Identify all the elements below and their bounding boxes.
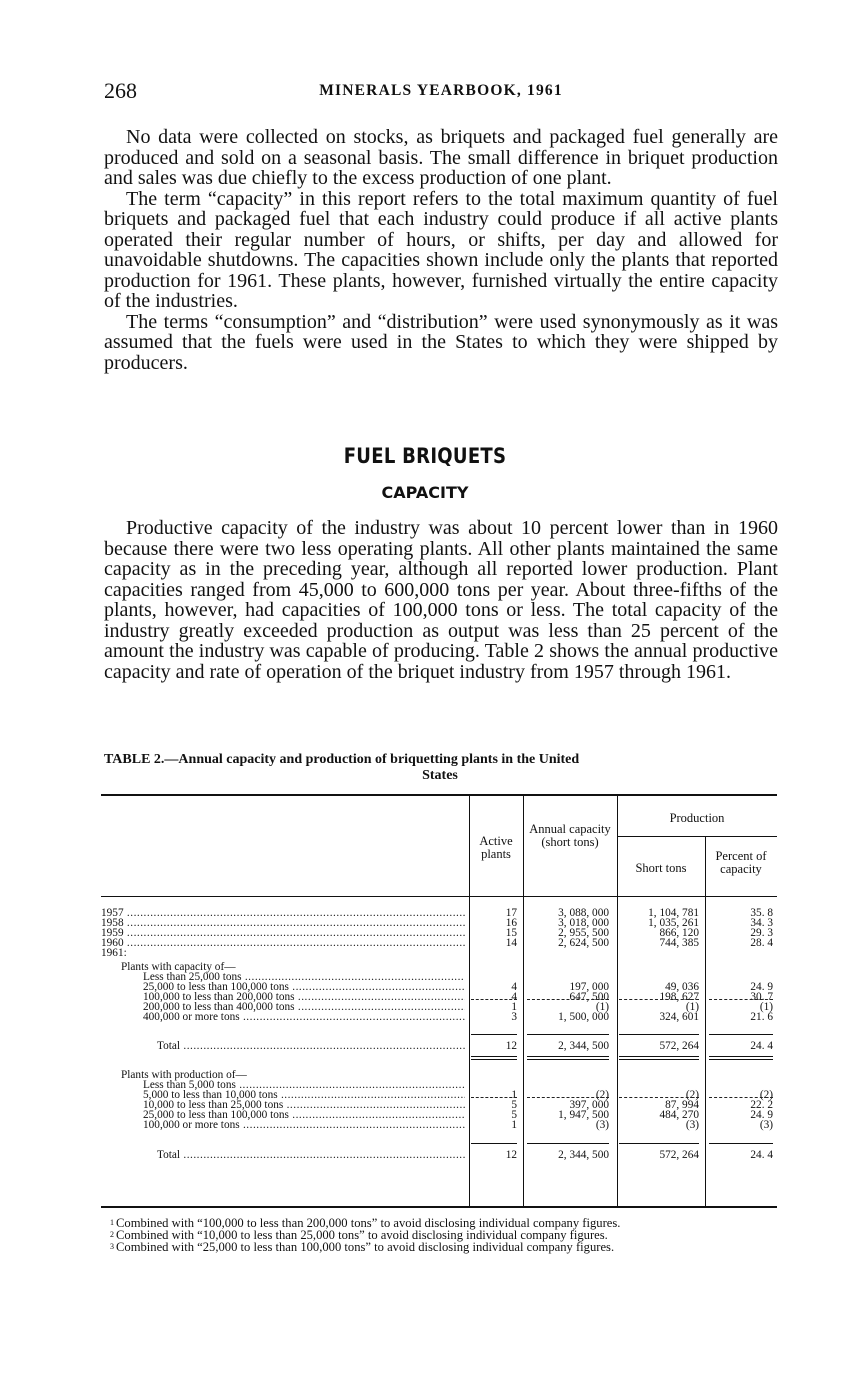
- page-header: [104, 78, 778, 108]
- table-row: [101, 1120, 777, 1131]
- table-row: [101, 1041, 777, 1052]
- header-rule: [101, 896, 777, 897]
- row-label: 25,000 to less than 100,000 tons .....: [143, 982, 465, 993]
- total-rule: [471, 1143, 517, 1144]
- row-label: Plants with capacity of—: [121, 962, 236, 973]
- cell-short-tons: 744, 385: [659, 937, 699, 949]
- table-row: [101, 1150, 777, 1161]
- row-label: 1959 .....: [101, 928, 465, 939]
- production-rule: [617, 836, 777, 837]
- cell-active-plants: 1: [511, 1119, 517, 1131]
- total-rule: [709, 1143, 773, 1144]
- cell-short-tons: 1, 035, 261: [648, 917, 699, 929]
- footnote: $^2$ Combined with “10,000 to less than 25,000 tons” to avoid disclosing individual company figures.: [110, 1228, 608, 1242]
- cell-annual-capacity: 197, 000: [569, 981, 609, 993]
- cell-percent-capacity: 35. 8: [750, 907, 773, 919]
- footnote-text: Combined with “100,000 to less than 200,000 tons” to avoid disclosing individual company figures.: [116, 1216, 621, 1230]
- cell-short-tons: 324, 601: [659, 1011, 699, 1023]
- cell-active-plants: 1: [511, 1089, 517, 1101]
- row-label: 1958 .....: [101, 918, 465, 929]
- footnote: $^3$ Combined with “25,000 to less than 100,000 tons” to avoid disclosing individual company figures.: [110, 1240, 615, 1254]
- cell-short-tons: 484, 270: [659, 1109, 699, 1121]
- cell-active-plants: 4: [511, 981, 517, 993]
- row-label: 1961:: [101, 948, 127, 959]
- cell-annual-capacity: 3, 088, 000: [558, 907, 609, 919]
- total-rule: [471, 1034, 517, 1035]
- subsection-heading: CAPACITY: [381, 483, 469, 502]
- cell-annual-capacity: (2): [595, 1089, 609, 1101]
- total-rule: [619, 1143, 699, 1144]
- intro-text: [104, 127, 778, 373]
- paragraph: The term “capacity” in this report refers to the total maximum quantity of fuel briquets and packaged fuel that each industry could produce if all active plants operated their regular number of hours, or shifts, per day and allowed for unavoidable shutdowns. The capacities shown include only the plants that reported production for 1961. These plants, however, furnished virtually the entire capacity of the industries.: [104, 187, 778, 312]
- cell-percent-capacity: 21. 6: [750, 1011, 773, 1023]
- dashed-separator: [527, 1097, 609, 1098]
- cell-annual-capacity: 2, 344, 500: [558, 1149, 609, 1161]
- row-label: 1957 .....: [101, 908, 465, 919]
- table-top-rule: [101, 794, 777, 796]
- cell-annual-capacity: (1): [595, 1001, 609, 1013]
- cell-annual-capacity: 2, 955, 500: [558, 927, 609, 939]
- col-annual-capacity: Annual capacity (short tons): [529, 822, 611, 849]
- cell-percent-capacity: (1): [759, 1001, 773, 1013]
- cell-annual-capacity: 397, 000: [569, 1099, 609, 1111]
- cell-annual-capacity: 2, 624, 500: [558, 937, 609, 949]
- cell-short-tons: (3): [685, 1119, 699, 1131]
- table-caption-line: TABLE 2.—Annual capacity and production of briquetting plants in the United: [104, 752, 580, 767]
- paragraph: The terms “consumption” and “distribution” were used synonymously as it was assumed that the fuels were used in the States to which they were shipped by producers.: [104, 310, 778, 374]
- cell-active-plants: 3: [511, 1011, 517, 1023]
- table-row: [101, 1012, 777, 1023]
- cell-annual-capacity: (3): [595, 1119, 609, 1131]
- dashed-separator: [527, 999, 609, 1000]
- dashed-separator: [709, 1097, 773, 1098]
- table-row: [101, 948, 777, 959]
- row-label: Less than 25,000 tons .....: [143, 972, 465, 983]
- total-rule: [527, 1034, 609, 1035]
- row-label: 5,000 to less than 10,000 tons .....: [143, 1090, 465, 1101]
- cell-active-plants: 14: [505, 937, 517, 949]
- table-caption-line: States: [422, 768, 458, 783]
- total-rule: [709, 1056, 773, 1060]
- cell-annual-capacity: 1, 947, 500: [558, 1109, 609, 1121]
- capacity-text: [104, 518, 778, 682]
- cell-short-tons: 87, 994: [665, 1099, 699, 1111]
- total-rule: [527, 1143, 609, 1144]
- cell-short-tons: 1, 104, 781: [648, 907, 699, 919]
- cell-percent-capacity: 28. 4: [750, 937, 773, 949]
- total-rule: [527, 1056, 609, 1060]
- cell-annual-capacity: 1, 500, 000: [558, 1011, 609, 1023]
- col-active-plants: Active plants: [479, 834, 513, 861]
- cell-active-plants: 1: [511, 1001, 517, 1013]
- row-label: 100,000 to less than 200,000 tons .....: [143, 992, 465, 1003]
- cell-annual-capacity: 2, 344, 500: [558, 1040, 609, 1052]
- cell-active-plants: 5: [511, 1109, 517, 1121]
- cell-annual-capacity: 3, 018, 000: [558, 917, 609, 929]
- cell-percent-capacity: (2): [759, 1089, 773, 1101]
- paragraph: No data were collected on stocks, as briquets and packaged fuel generally are produced and sold on a seasonal basis. The small difference in briquet production and sales was due chiefly to the excess production of one plant.: [104, 126, 778, 189]
- cell-active-plants: 17: [505, 907, 517, 919]
- page-number: 268: [104, 78, 137, 103]
- row-label: Plants with production of—: [121, 1070, 247, 1081]
- table-bottom-rule: [101, 1206, 777, 1208]
- cell-annual-capacity: 647, 500: [569, 991, 609, 1003]
- cell-percent-capacity: 34. 3: [750, 917, 773, 929]
- table-caption: [104, 752, 776, 784]
- total-rule: [619, 1056, 699, 1060]
- row-label: Total .....: [157, 1150, 465, 1161]
- total-rule: [619, 1034, 699, 1035]
- cell-short-tons: 49, 036: [665, 981, 699, 993]
- cell-active-plants: 15: [505, 927, 517, 939]
- row-label: 25,000 to less than 100,000 tons .....: [143, 1110, 465, 1121]
- row-label: 100,000 or more tons .....: [143, 1120, 465, 1131]
- section-heading: FUEL BRIQUETS: [343, 444, 507, 468]
- dashed-separator: [709, 999, 773, 1000]
- cell-percent-capacity: 29. 3: [750, 927, 773, 939]
- row-label: 1960 .....: [101, 938, 465, 949]
- cell-active-plants: 12: [505, 1040, 517, 1052]
- cell-short-tons: 198, 627: [659, 991, 699, 1003]
- footnote-text: Combined with “25,000 to less than 100,000 tons” to avoid disclosing individual company figures.: [116, 1240, 615, 1254]
- col-short-tons: Short tons: [635, 861, 687, 875]
- row-label: 200,000 to less than 400,000 tons .....: [143, 1002, 465, 1013]
- cell-short-tons: 572, 264: [659, 1149, 699, 1161]
- cell-short-tons: 572, 264: [659, 1040, 699, 1052]
- total-rule: [709, 1034, 773, 1035]
- paragraph: Productive capacity of the industry was about 10 percent lower than in 1960 because there were two less operating plants. All other plants maintained the same capacity as in the preceding year, although all reported lower production. Plant capacities ranged from 45,000 to 600,000 tons per year. About three-fifths of the plants, however, had capacities of 100,000 tons or less. The total capacity of the industry greatly exceeded production as output was less than 25 percent of the amount the industry was capable of producing. Table 2 shows the annual productive capacity and rate of operation of the briquet industry from 1957 through 1961.: [104, 517, 778, 683]
- cell-active-plants: 5: [511, 1099, 517, 1111]
- dashed-separator: [471, 999, 517, 1000]
- cell-percent-capacity: 22. 2: [750, 1099, 773, 1111]
- dashed-separator: [619, 999, 699, 1000]
- cell-active-plants: 12: [505, 1149, 517, 1161]
- cell-percent-capacity: 24. 9: [750, 1109, 773, 1121]
- running-title: MINERALS YEARBOOK, 1961: [319, 82, 563, 99]
- capacity-table: [101, 794, 777, 1210]
- cell-active-plants: 16: [505, 917, 517, 929]
- row-label: 400,000 or more tons .....: [143, 1012, 465, 1023]
- total-rule: [471, 1056, 517, 1060]
- cell-percent-capacity: (3): [759, 1119, 773, 1131]
- col-percent-capacity: Percent of capacity: [715, 849, 767, 876]
- cell-percent-capacity: 24. 4: [750, 1149, 773, 1161]
- dashed-separator: [471, 1097, 517, 1098]
- cell-active-plants: 4: [511, 991, 517, 1003]
- cell-short-tons: (2): [685, 1089, 699, 1101]
- row-label: Less than 5,000 tons .....: [143, 1080, 465, 1091]
- cell-percent-capacity: 30. 7: [750, 991, 773, 1003]
- col-production: Production: [669, 811, 725, 825]
- cell-short-tons: 866, 120: [659, 927, 699, 939]
- dashed-separator: [619, 1097, 699, 1098]
- cell-percent-capacity: 24. 4: [750, 1040, 773, 1052]
- footnote: $^1$ Combined with “100,000 to less than 200,000 tons” to avoid disclosing individual company figures.: [110, 1216, 621, 1230]
- footnote-text: Combined with “10,000 to less than 25,000 tons” to avoid disclosing individual company figures.: [116, 1228, 608, 1242]
- cell-percent-capacity: 24. 9: [750, 981, 773, 993]
- cell-short-tons: (1): [685, 1001, 699, 1013]
- row-label: Total .....: [157, 1041, 465, 1052]
- row-label: 10,000 to less than 25,000 tons .....: [143, 1100, 465, 1111]
